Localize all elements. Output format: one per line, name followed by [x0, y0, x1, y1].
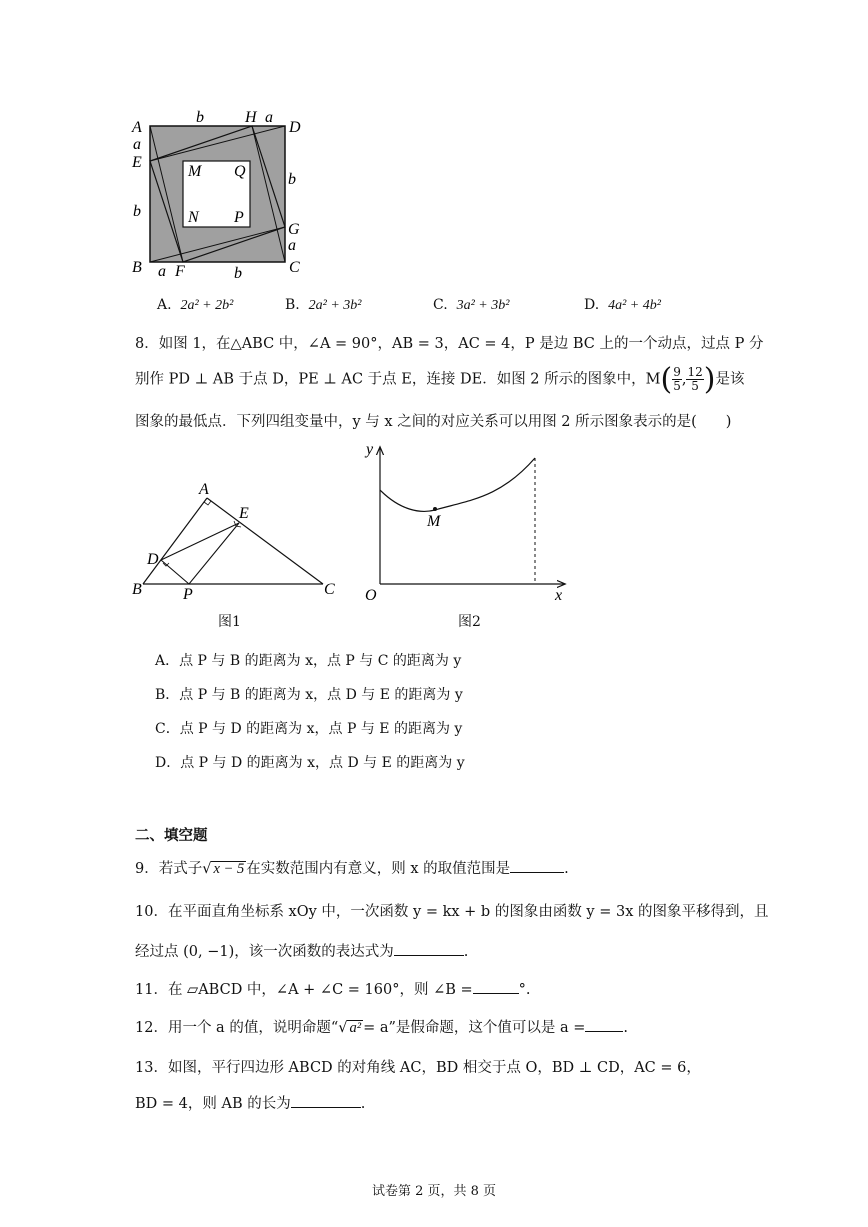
q8-line3: 图象的最低点．下列四组变量中，y 与 x 之间的对应关系可以用图 2 所示图象表示的是( ) [135, 414, 732, 430]
label-B: B [132, 259, 142, 276]
q7-option-d: D. 4a² + 4b² [584, 297, 661, 313]
label-H: H [245, 109, 257, 126]
q10-blank[interactable] [394, 943, 464, 956]
side-top-b: b [196, 109, 204, 126]
q10-line1: 10．在平面直角坐标系 xOy 中，一次函数 y = kx + b 的图象由函数 y = 3x 的图象平移得到，且 [135, 904, 769, 920]
q8-option-d: D．点 P 与 D 的距离为 x，点 D 与 E 的距离为 y [155, 755, 465, 771]
side-top-a: a [265, 109, 273, 126]
frac-9-5: $\frac{9}{5}$ [673, 365, 681, 393]
q8-option-b: B．点 P 与 B 的距离为 x，点 D 与 E 的距离为 y [155, 687, 463, 703]
q9: 9．若式子√ x − 5 在实数范围内有意义，则 x 的取值范围是 . [135, 861, 569, 877]
side-bottom-a: a [158, 263, 166, 280]
q9-radicand: x − 5 [213, 861, 245, 877]
q13-line2: BD = 4，则 AB 的长为 . [135, 1096, 366, 1112]
section-title: 二、填空题 [135, 828, 208, 844]
fig1-label-D: D [147, 551, 159, 568]
label-A: A [132, 119, 142, 136]
side-left-a: a [133, 136, 141, 153]
label-N: N [188, 209, 199, 226]
q12-blank[interactable] [585, 1019, 623, 1032]
q8-line2: 别作 PD ⊥ AB 于点 D，PE ⊥ AC 于点 E，连接 DE．如图 2 所示的图象中，M( $\frac{9}{5}$ , $\frac{12}{5}$ )是该 [135, 362, 745, 397]
fig2-label-x: x [555, 587, 563, 604]
fig1-caption: 图1 [218, 614, 241, 630]
q12-radicand: a² [349, 1020, 362, 1036]
fig2-caption: 图2 [458, 614, 481, 630]
label-D: D [289, 119, 301, 136]
fig1-label-A: A [199, 481, 209, 498]
side-bottom-b: b [234, 265, 242, 282]
triangle-figure-1 [128, 478, 343, 603]
label-C: C [289, 259, 300, 276]
q9-blank[interactable] [510, 860, 564, 873]
q11-blank[interactable] [473, 981, 519, 994]
side-right-b: b [288, 171, 296, 188]
q8-option-a: A．点 P 与 B 的距离为 x，点 P 与 C 的距离为 y [155, 653, 462, 669]
label-M: M [188, 163, 202, 180]
function-graph-figure-2 [360, 438, 575, 610]
fig1-label-E: E [239, 505, 249, 522]
fig2-label-O: O [365, 587, 377, 604]
q8-line2-text: 别作 PD ⊥ AB 于点 D，PE ⊥ AC 于点 E，连接 DE．如图 2 所示的图象中，M [135, 371, 661, 388]
fig1-label-P: P [183, 586, 193, 603]
q7-option-b: B. 2a² + 3b² [285, 297, 362, 313]
q8-line1: 8．如图 1，在△ABC 中，∠A = 90°，AB = 3，AC = 4，P 是边 BC 上的一个动点，过点 P 分 [135, 336, 764, 352]
fig2-label-y: y [366, 441, 374, 458]
frac-12-5: $\frac{12}{5}$ [687, 365, 703, 393]
q11: 11．在 ▱ABCD 中，∠A + ∠C = 160°，则 ∠B = °. [135, 982, 531, 998]
label-P: P [234, 209, 244, 226]
q12: 12．用一个 a 的值，说明命题“√ a² = a”是假命题，这个值可以是 a = . [135, 1020, 629, 1036]
side-right-a: a [288, 237, 296, 254]
square-figure [128, 104, 313, 284]
q8-option-c: C．点 P 与 D 的距离为 x，点 P 与 E 的距离为 y [155, 721, 463, 737]
q10-line2: 经过点 (0, −1)，该一次函数的表达式为 . [135, 944, 469, 960]
side-left-b: b [133, 203, 141, 220]
q7-option-c: C. 3a² + 3b² [433, 297, 510, 313]
q8-line2-end: 是该 [715, 371, 745, 388]
q13-line1: 13．如图，平行四边形 ABCD 的对角线 AC，BD 相交于点 O，BD ⊥ CD，AC = 6， [135, 1060, 701, 1076]
fig2-label-M: M [427, 513, 441, 530]
page-footer: 试卷第 2 页，共 8 页 [371, 1184, 497, 1199]
label-F: F [175, 263, 185, 280]
label-E: E [132, 154, 142, 171]
fig1-label-C: C [324, 581, 335, 598]
q7-option-a: A. 2a² + 2b² [157, 297, 234, 313]
label-G: G [288, 221, 300, 238]
q13-blank[interactable] [291, 1095, 361, 1108]
fig1-label-B: B [132, 581, 142, 598]
label-Q: Q [234, 163, 246, 180]
